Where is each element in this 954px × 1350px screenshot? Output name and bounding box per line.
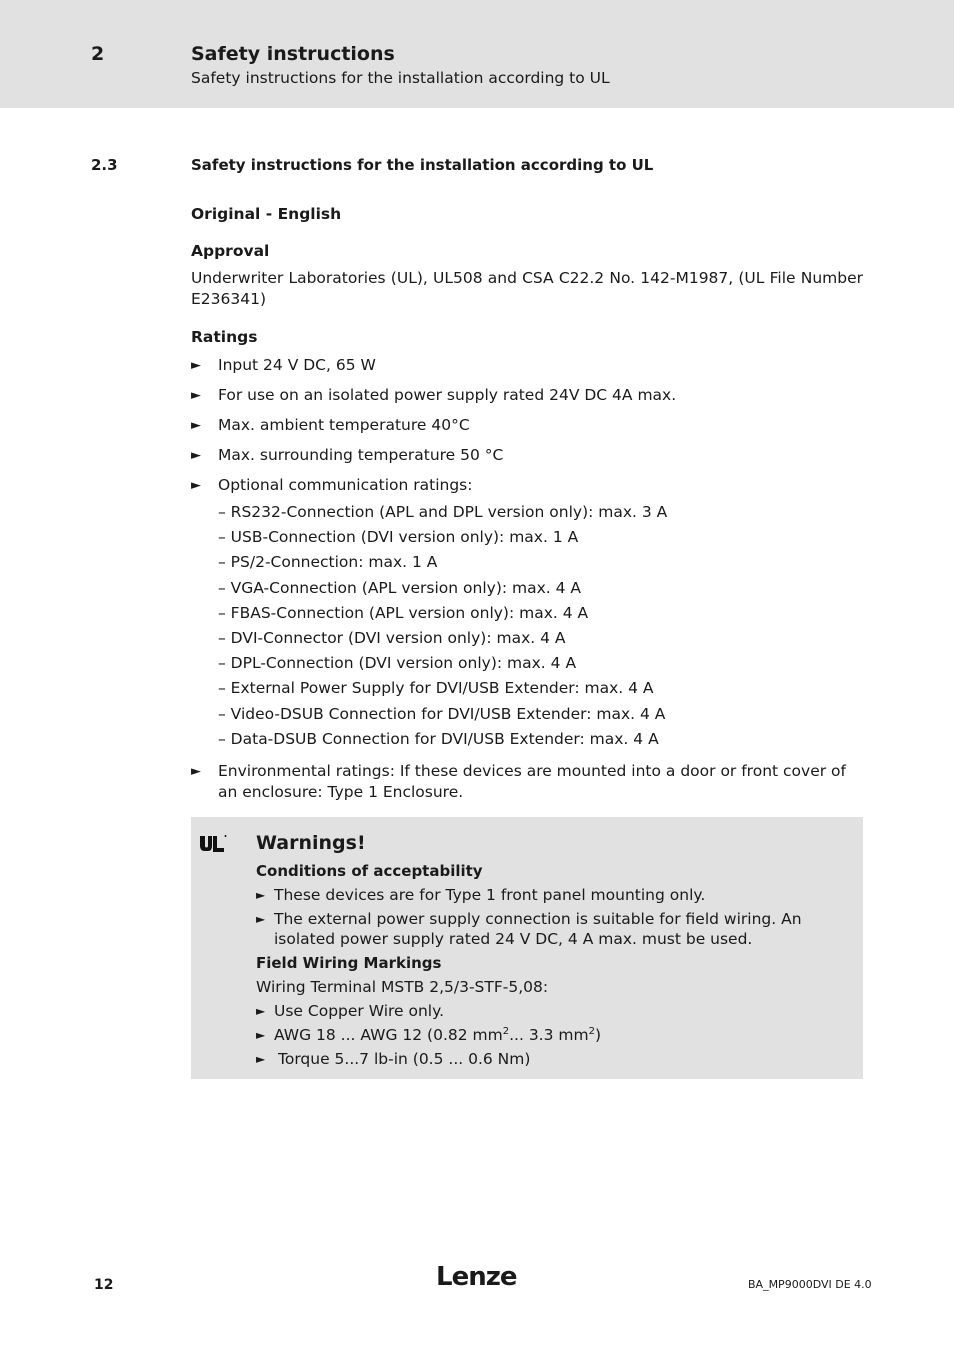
communication-ratings-list <box>218 500 863 752</box>
list-item: – VGA-Connection (APL version only): max. 4 A <box>218 578 582 597</box>
rating-text: For use on an isolated power supply rated 24V DC 4A max. <box>218 386 677 404</box>
list-item <box>191 385 863 406</box>
list-item: – External Power Supply for DVI/USB Extender: max. 4 A <box>218 679 654 698</box>
chapter-header-band <box>0 0 954 108</box>
list-item: – RS232-Connection (APL and DPL version only): max. 3 A <box>218 503 668 521</box>
rating-text: Max. surrounding temperature 50 °C <box>218 446 504 464</box>
page-number: 12 <box>94 1277 114 1293</box>
list-item <box>256 1049 861 1069</box>
conditions-heading: Conditions of acceptability <box>256 862 483 880</box>
warning-content <box>256 831 861 1073</box>
list-item <box>191 761 863 803</box>
list-item: – PS/2-Connection: max. 1 A <box>218 553 438 572</box>
awg-middle: ... 3.3 mm <box>509 1026 589 1044</box>
chapter-number: 2 <box>91 43 105 65</box>
ratings-heading: Ratings <box>191 328 258 346</box>
list-item: – Data-DSUB Connection for DVI/USB Extender: max. 4 A <box>218 729 659 748</box>
section-number: 2.3 <box>91 156 118 174</box>
arrow-right-icon: ► <box>191 388 201 403</box>
rating-text: Max. ambient temperature 40°C <box>218 416 470 434</box>
chapter-title: Safety instructions <box>191 43 395 65</box>
list-item: – USB-Connection (DVI version only): max. 1 A <box>218 528 579 547</box>
arrow-right-icon: ► <box>191 358 201 373</box>
rating-text: Input 24 V DC, 65 W <box>218 356 376 374</box>
arrow-right-icon: ► <box>256 1052 266 1066</box>
document-reference: BA_MP9000DVI DE 4.0 <box>748 1278 872 1291</box>
arrow-right-icon: ► <box>191 418 201 433</box>
condition-text: The external power supply connection is suitable for field wiring. An isolated power supply rated 24 V DC, 4 A max. must be used. <box>274 910 802 948</box>
list-item: – FBAS-Connection (APL version only): max. 4 A <box>218 603 589 622</box>
condition-text: These devices are for Type 1 front panel mounting only. <box>274 886 706 904</box>
rating-text: Environmental ratings: If these devices are mounted into a door or front cover of an enclosure: Type 1 Enclosure. <box>218 762 846 802</box>
arrow-right-icon: ► <box>191 448 201 463</box>
arrow-right-icon: ► <box>256 912 266 926</box>
list-item <box>256 1025 861 1045</box>
rating-text: Optional communication ratings: <box>218 476 473 494</box>
field-wiring-heading: Field Wiring Markings <box>256 954 442 972</box>
warning-box <box>191 817 863 1079</box>
chapter-subtitle: Safety instructions for the installation according to UL <box>191 69 610 87</box>
copper-wire-text: Use Copper Wire only. <box>274 1002 444 1020</box>
wiring-terminal-text: Wiring Terminal MSTB 2,5/3-STF-5,08: <box>256 978 549 996</box>
awg-suffix: ) <box>594 1026 602 1044</box>
main-content <box>191 204 863 812</box>
warning-title: Warnings! <box>256 832 366 854</box>
list-item: – DVI-Connector (DVI version only): max. 4 A <box>218 629 566 648</box>
list-item <box>256 885 861 905</box>
field-wiring-list <box>256 1001 861 1069</box>
torque-text: Torque 5...7 lb-in (0.5 ... 0.6 Nm) <box>278 1050 531 1068</box>
arrow-right-icon: ► <box>256 888 266 902</box>
arrow-right-icon: ► <box>256 1004 266 1018</box>
awg-prefix: AWG 18 ... AWG 12 (0.82 mm <box>274 1026 503 1044</box>
list-item <box>191 475 863 752</box>
approval-text: Underwriter Laboratories (UL), UL508 and CSA C22.2 No. 142-M1987, (UL File Number E236341) <box>191 269 863 308</box>
awg-superscript: 2 <box>502 1025 510 1037</box>
arrow-right-icon: ► <box>191 764 201 780</box>
ratings-list <box>191 355 863 803</box>
list-item <box>191 415 863 436</box>
list-item: – Video-DSUB Connection for DVI/USB Extender: max. 4 A <box>218 704 666 723</box>
arrow-right-icon: ► <box>191 478 201 493</box>
list-item <box>191 445 863 466</box>
section-title: Safety instructions for the installation according to UL <box>191 156 654 174</box>
list-item <box>256 909 861 949</box>
list-item <box>256 1001 861 1021</box>
approval-heading: Approval <box>191 242 270 260</box>
awg-text <box>274 1026 601 1044</box>
awg-superscript: 2 <box>588 1025 595 1037</box>
list-item: – DPL-Connection (DVI version only): max. 4 A <box>218 654 577 673</box>
list-item <box>191 355 863 376</box>
arrow-right-icon: ► <box>256 1028 266 1042</box>
original-language-label: Original - English <box>191 205 342 223</box>
conditions-list <box>256 885 861 949</box>
lenze-logo: Lenze <box>436 1262 517 1292</box>
ul-listing-mark-icon <box>197 833 227 855</box>
